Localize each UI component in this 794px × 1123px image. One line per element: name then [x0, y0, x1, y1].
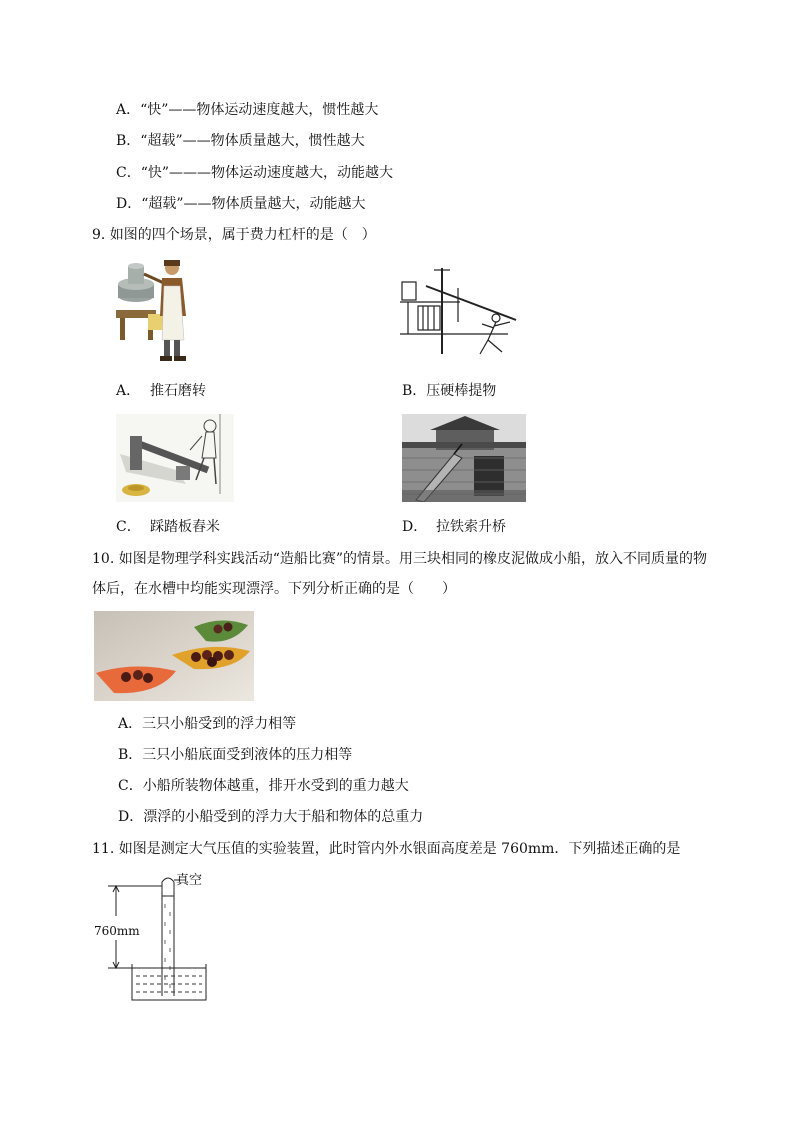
torricelli-apparatus — [94, 870, 224, 1004]
caption-b-label: 压硬棒提物 — [426, 383, 497, 399]
clay-boats-photo — [94, 611, 254, 701]
caption-a-label: 推石磨转 — [150, 383, 206, 399]
millstone-figure — [108, 256, 200, 368]
height-label: 760mm — [94, 924, 140, 938]
q9-stem: 9. 如图的四个场景，属于费力杠杆的是（ ） — [92, 227, 376, 243]
caption-d-letter: D． — [402, 519, 428, 535]
q8-option-a: A．“快”——物体运动速度越大，惯性越大 — [116, 102, 379, 118]
treadle-figure — [116, 414, 234, 502]
q11-stem: 11. 如图是测定大气压值的实验装置，此时管内外水银面高度差是 760mm．下列描述正确的是 — [92, 841, 681, 857]
q10-stem-line2: 体后，在水槽中均能实现漂浮。下列分析正确的是（ ） — [92, 581, 456, 597]
caption-c-label: 踩踏板舂米 — [150, 519, 220, 535]
q8-option-b: B．“超载”——物体质量越大，惯性越大 — [116, 133, 365, 149]
caption-c — [116, 518, 220, 536]
caption-d — [402, 518, 506, 536]
q10-option-c: C．小船所装物体越重，排开水受到的重力越大 — [118, 778, 409, 794]
q10-option-a: A．三只小船受到的浮力相等 — [118, 716, 297, 732]
drawbridge-figure — [402, 414, 526, 502]
q10-stem-line1: 10. 如图是物理学科实践活动“造船比赛”的情景。用三块相同的橡皮泥做成小船，放入不同质量的物 — [92, 551, 708, 567]
caption-c-letter: C． — [116, 519, 141, 535]
caption-a — [116, 382, 206, 400]
q8-option-c: C．“快”———物体运动速度越大，动能越大 — [116, 165, 394, 181]
caption-b-letter: B． — [402, 383, 427, 399]
q10-option-b: B．三只小船底面受到液体的压力相等 — [118, 747, 353, 763]
caption-a-letter: A． — [116, 383, 141, 399]
caption-d-label: 拉铁索升桥 — [436, 519, 506, 535]
lever-rod-figure — [398, 262, 524, 358]
q8-option-d: D．“超载”——物体质量越大，动能越大 — [116, 196, 366, 212]
vacuum-label: 真空 — [176, 873, 203, 888]
caption-b — [402, 382, 496, 400]
q10-option-d: D．漂浮的小船受到的浮力大于船和物体的总重力 — [118, 809, 424, 825]
